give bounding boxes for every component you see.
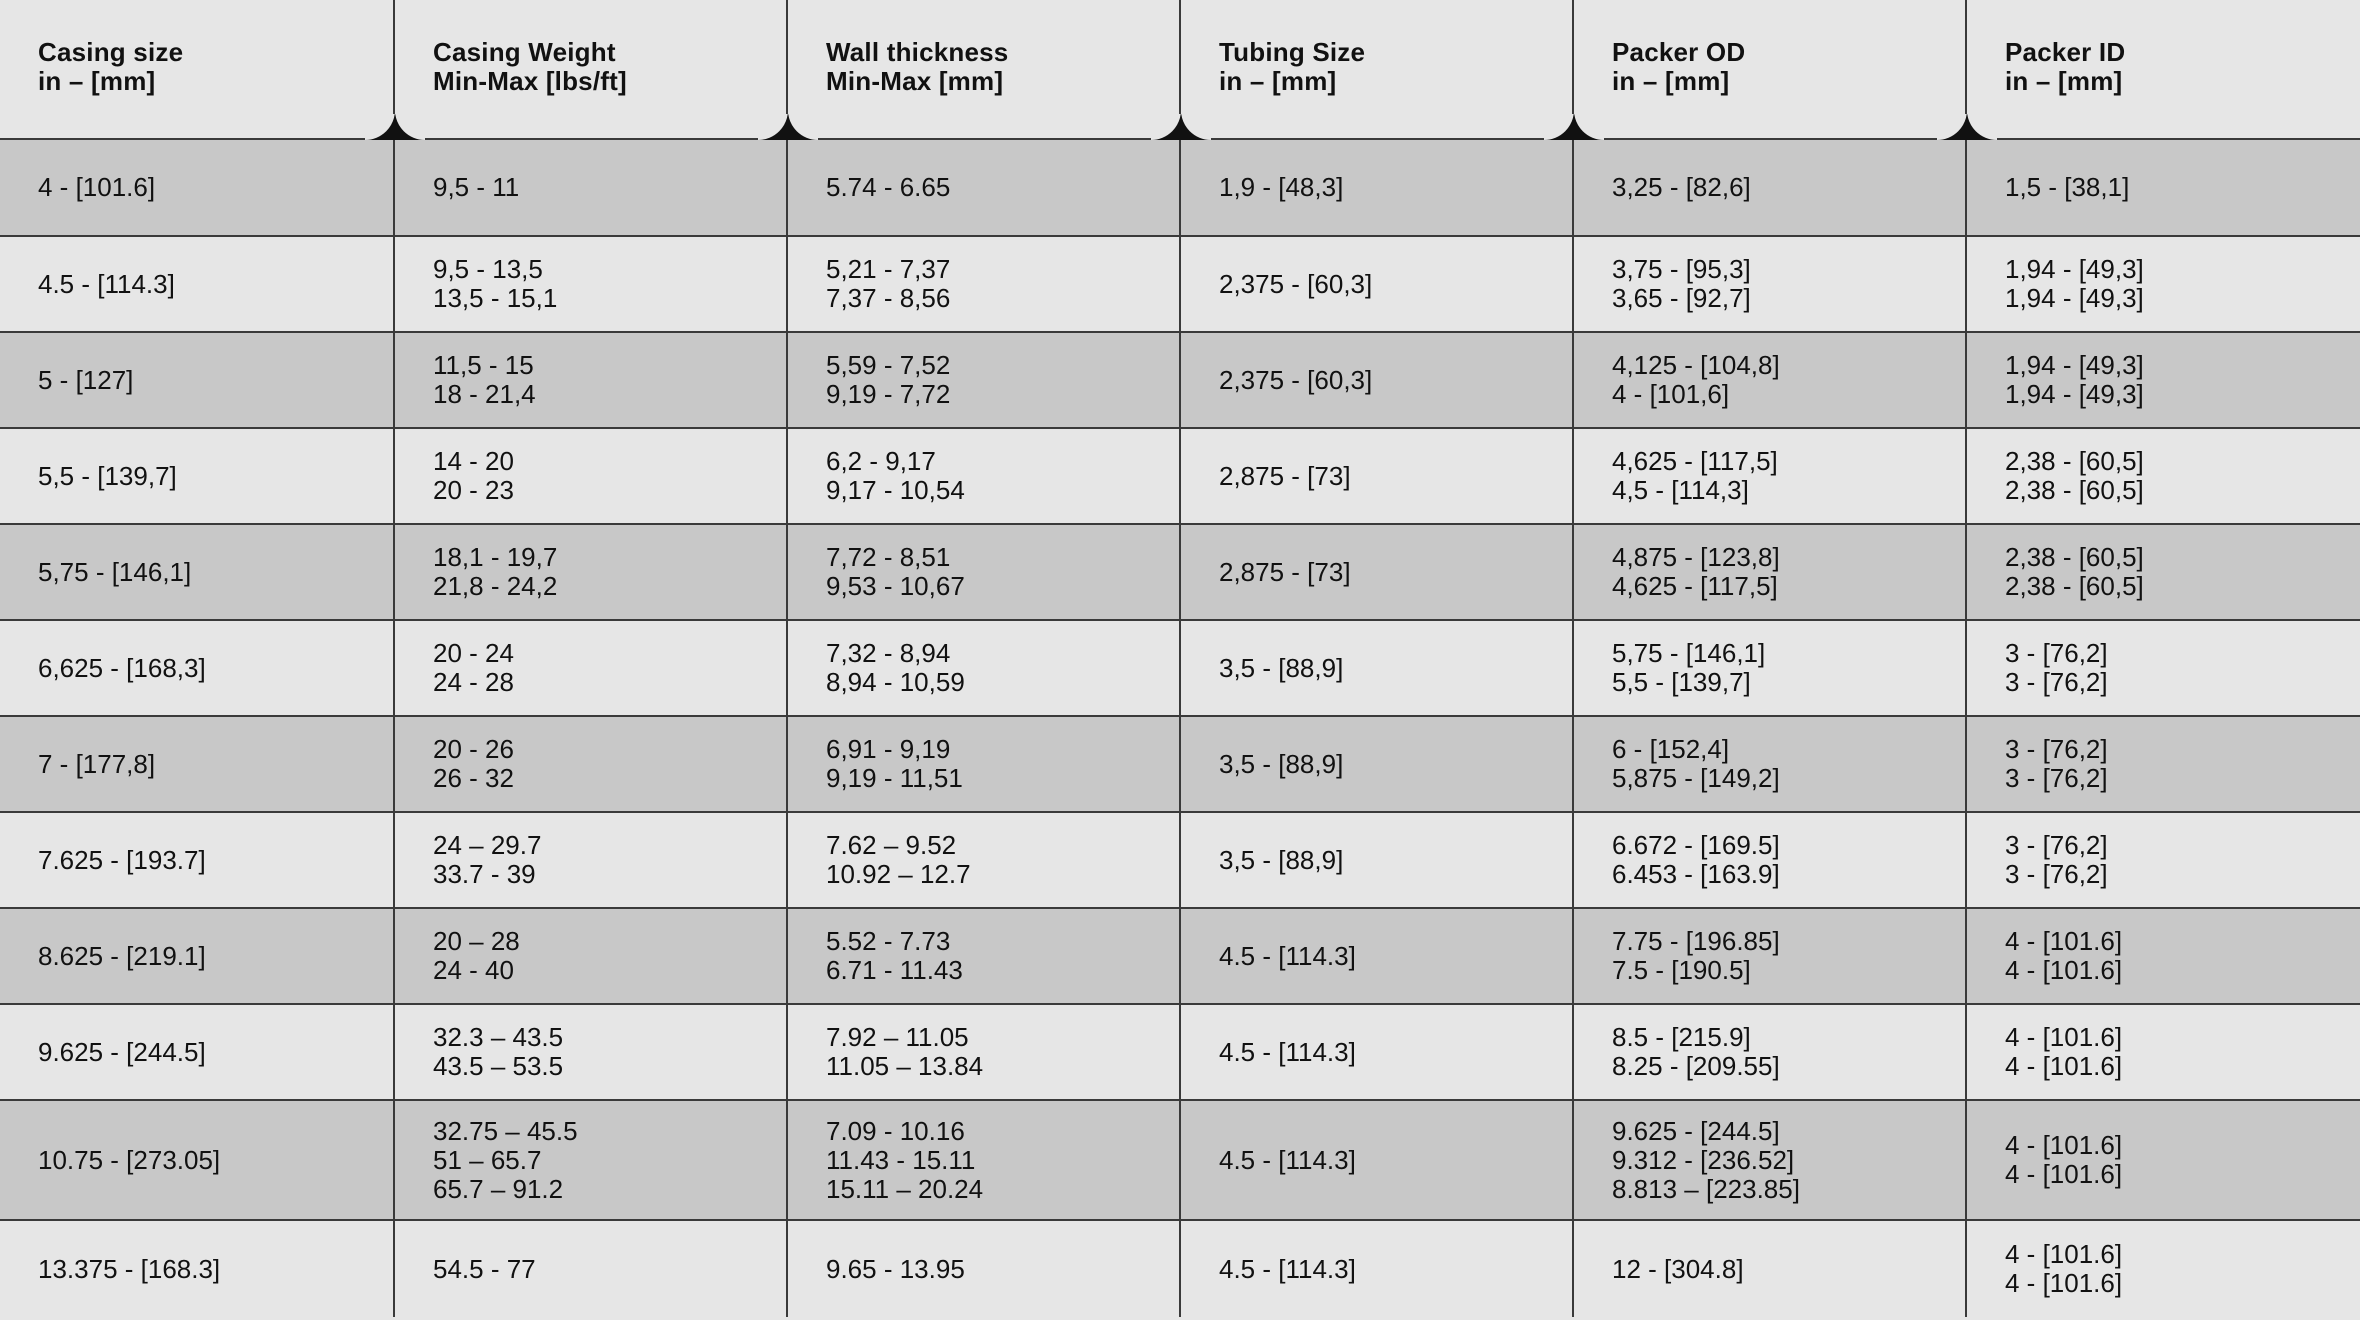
cell-wall-thickness xyxy=(786,813,1179,909)
cell-wall-thickness xyxy=(786,717,1179,813)
cell-wall-thickness-value: 9,53 - 10,67 xyxy=(826,571,965,601)
header-packer-od-line1: Packer OD xyxy=(1612,37,1746,67)
cell-packer-od xyxy=(1572,717,1965,813)
cell-tubing-size-value: 3,5 - [88,9] xyxy=(1219,748,1344,779)
cell-packer-od xyxy=(1572,813,1965,909)
cell-casing-size xyxy=(0,1005,393,1101)
cell-tubing-size-value: 2,875 - [73] xyxy=(1219,556,1351,587)
header-casing-weight xyxy=(393,0,786,140)
cell-packer-id-value: 1,5 - [38,1] xyxy=(2005,172,2130,202)
cell-tubing-size xyxy=(1179,717,1572,813)
cell-tubing-size xyxy=(1179,1221,1572,1317)
header-divider-notch xyxy=(1151,114,1211,140)
cell-packer-id-value: 3 - [76,2] xyxy=(2005,638,2108,668)
cell-casing-weight xyxy=(393,237,786,333)
cell-packer-od xyxy=(1572,525,1965,621)
cell-packer-od-value: 4,5 - [114,3] xyxy=(1612,475,1749,505)
cell-wall-thickness-value: 6,91 - 9,19 xyxy=(826,734,951,764)
cell-packer-id xyxy=(1965,140,2360,237)
cell-packer-od-value: 6.453 - [163.9] xyxy=(1612,859,1780,889)
cell-casing-weight-value: 32.3 – 43.5 xyxy=(433,1022,564,1052)
cell-casing-size xyxy=(0,140,393,237)
cell-casing-size-value: 5 - [127] xyxy=(38,364,134,395)
cell-tubing-size-value: 2,375 - [60,3] xyxy=(1219,268,1373,299)
cell-packer-od-value: 5,75 - [146,1] xyxy=(1612,638,1766,668)
cell-tubing-size xyxy=(1179,429,1572,525)
cell-tubing-size-value: 4.5 - [114.3] xyxy=(1219,1144,1356,1175)
cell-packer-od-value: 4,125 - [104,8] xyxy=(1612,350,1780,380)
header-divider-notch xyxy=(1937,114,1997,140)
cell-wall-thickness-value: 5,21 - 7,37 xyxy=(826,254,951,284)
cell-tubing-size xyxy=(1179,909,1572,1005)
cell-wall-thickness xyxy=(786,909,1179,1005)
cell-casing-size-value: 6,625 - [168,3] xyxy=(38,652,206,683)
cell-wall-thickness-value: 11.43 - 15.11 xyxy=(826,1144,976,1175)
cell-casing-weight xyxy=(393,140,786,237)
cell-packer-id-value: 2,38 - [60,5] xyxy=(2005,446,2144,476)
cell-wall-thickness-value: 9,17 - 10,54 xyxy=(826,475,965,505)
header-tubing-size-line2: in – [mm] xyxy=(1219,66,1337,96)
header-casing-weight-line2: Min-Max [lbs/ft] xyxy=(433,66,627,96)
cell-packer-od-value: 6 - [152,4] xyxy=(1612,734,1730,764)
cell-packer-id-value: 4 - [101.6] xyxy=(2005,1268,2123,1298)
cell-casing-weight-value: 32.75 – 45.5 xyxy=(433,1115,578,1146)
cell-packer-od-value: 9.312 - [236.52] xyxy=(1612,1144,1795,1175)
cell-packer-id-value: 2,38 - [60,5] xyxy=(2005,542,2144,572)
cell-casing-size xyxy=(0,429,393,525)
cell-casing-size-value: 4.5 - [114.3] xyxy=(38,268,175,299)
header-tubing-size-line1: Tubing Size xyxy=(1219,37,1366,67)
cell-packer-id-value: 1,94 - [49,3] xyxy=(2005,283,2144,313)
cell-casing-size xyxy=(0,621,393,717)
cell-tubing-size-value: 4.5 - [114.3] xyxy=(1219,1036,1356,1067)
cell-packer-od xyxy=(1572,429,1965,525)
cell-wall-thickness-value: 9,19 - 7,72 xyxy=(826,379,951,409)
cell-packer-od-value: 8.5 - [215.9] xyxy=(1612,1022,1751,1052)
cell-casing-size xyxy=(0,717,393,813)
cell-wall-thickness-value: 7,72 - 8,51 xyxy=(826,542,951,572)
cell-wall-thickness-value: 7,32 - 8,94 xyxy=(826,638,951,668)
header-packer-id-line1: Packer ID xyxy=(2005,37,2126,67)
cell-casing-weight xyxy=(393,1005,786,1101)
cell-packer-od-value: 3,25 - [82,6] xyxy=(1612,172,1751,202)
cell-casing-size-value: 5,75 - [146,1] xyxy=(38,556,192,587)
cell-wall-thickness-value: 5,59 - 7,52 xyxy=(826,350,951,380)
cell-packer-id-value: 4 - [101.6] xyxy=(2005,926,2123,956)
header-tubing-size xyxy=(1179,0,1572,140)
cell-tubing-size xyxy=(1179,140,1572,237)
cell-casing-weight-value: 20 - 24 xyxy=(433,638,514,668)
cell-packer-id-value: 3 - [76,2] xyxy=(2005,734,2108,764)
cell-packer-id xyxy=(1965,813,2360,909)
cell-packer-od-value: 3,75 - [95,3] xyxy=(1612,254,1751,284)
header-casing-weight-line1: Casing Weight xyxy=(433,37,616,67)
cell-casing-size-value: 13.375 - [168.3] xyxy=(38,1253,221,1284)
cell-casing-weight-value: 21,8 - 24,2 xyxy=(433,571,558,601)
cell-packer-id-value: 4 - [101.6] xyxy=(2005,1022,2123,1052)
cell-wall-thickness-value: 6.71 - 11.43 xyxy=(826,955,963,985)
cell-casing-weight-value: 54.5 - 77 xyxy=(433,1253,536,1284)
cell-wall-thickness-value: 5.74 - 6.65 xyxy=(826,172,951,202)
cell-packer-od xyxy=(1572,140,1965,237)
cell-tubing-size-value: 4.5 - [114.3] xyxy=(1219,940,1356,971)
cell-tubing-size-value: 1,9 - [48,3] xyxy=(1219,172,1344,202)
cell-casing-size-value: 8.625 - [219.1] xyxy=(38,940,206,971)
cell-casing-weight xyxy=(393,1221,786,1317)
cell-packer-id-value: 4 - [101.6] xyxy=(2005,1130,2123,1160)
cell-packer-od-value: 12 - [304.8] xyxy=(1612,1253,1744,1284)
cell-casing-weight-value: 20 - 26 xyxy=(433,734,514,764)
cell-casing-weight-value: 20 - 23 xyxy=(433,475,514,505)
cell-wall-thickness-value: 15.11 – 20.24 xyxy=(826,1173,984,1204)
cell-packer-id xyxy=(1965,621,2360,717)
cell-casing-size-value: 7 - [177,8] xyxy=(38,748,156,779)
cell-packer-od-value: 4,875 - [123,8] xyxy=(1612,542,1780,572)
cell-tubing-size-value: 3,5 - [88,9] xyxy=(1219,652,1344,683)
header-wall-thickness-line2: Min-Max [mm] xyxy=(826,66,1004,96)
cell-tubing-size xyxy=(1179,1101,1572,1221)
cell-casing-size xyxy=(0,813,393,909)
cell-wall-thickness xyxy=(786,1005,1179,1101)
cell-casing-weight-value: 18 - 21,4 xyxy=(433,379,536,409)
cell-casing-weight-value: 14 - 20 xyxy=(433,446,514,476)
cell-packer-od-value: 7.5 - [190.5] xyxy=(1612,955,1751,985)
cell-tubing-size-value: 4.5 - [114.3] xyxy=(1219,1253,1356,1284)
cell-casing-weight-value: 9,5 - 13,5 xyxy=(433,254,543,284)
cell-casing-weight xyxy=(393,621,786,717)
cell-wall-thickness-value: 6,2 - 9,17 xyxy=(826,446,936,476)
cell-wall-thickness-value: 9.65 - 13.95 xyxy=(826,1253,965,1284)
header-packer-id-line2: in – [mm] xyxy=(2005,66,2123,96)
cell-casing-weight-value: 24 – 29.7 xyxy=(433,830,542,860)
cell-tubing-size xyxy=(1179,525,1572,621)
cell-casing-weight xyxy=(393,813,786,909)
cell-casing-weight-value: 20 – 28 xyxy=(433,926,520,956)
cell-packer-id-value: 2,38 - [60,5] xyxy=(2005,571,2144,601)
cell-casing-weight xyxy=(393,525,786,621)
cell-wall-thickness xyxy=(786,1221,1179,1317)
cell-packer-id xyxy=(1965,1005,2360,1101)
cell-packer-id-value: 1,94 - [49,3] xyxy=(2005,379,2144,409)
cell-packer-od-value: 6.672 - [169.5] xyxy=(1612,830,1780,860)
header-packer-od xyxy=(1572,0,1965,140)
cell-casing-weight xyxy=(393,909,786,1005)
header-wall-thickness-line1: Wall thickness xyxy=(826,37,1009,67)
header-packer-id xyxy=(1965,0,2360,140)
cell-tubing-size xyxy=(1179,1005,1572,1101)
cell-wall-thickness-value: 9,19 - 11,51 xyxy=(826,763,963,793)
cell-casing-size xyxy=(0,1221,393,1317)
cell-packer-id xyxy=(1965,1101,2360,1221)
cell-wall-thickness xyxy=(786,621,1179,717)
cell-packer-id-value: 4 - [101.6] xyxy=(2005,955,2123,985)
cell-casing-weight-value: 24 - 28 xyxy=(433,667,514,697)
cell-packer-od-value: 4,625 - [117,5] xyxy=(1612,446,1778,476)
cell-casing-weight-value: 11,5 - 15 xyxy=(433,350,534,380)
cell-casing-size-value: 4 - [101.6] xyxy=(38,172,156,202)
cell-packer-id-value: 3 - [76,2] xyxy=(2005,859,2108,889)
cell-casing-weight xyxy=(393,717,786,813)
cell-packer-od xyxy=(1572,1005,1965,1101)
header-wall-thickness xyxy=(786,0,1179,140)
cell-wall-thickness-value: 10.92 – 12.7 xyxy=(826,859,971,889)
cell-tubing-size xyxy=(1179,813,1572,909)
cell-packer-od-value: 7.75 - [196.85] xyxy=(1612,926,1780,956)
cell-casing-size-value: 7.625 - [193.7] xyxy=(38,844,206,875)
cell-wall-thickness-value: 7,37 - 8,56 xyxy=(826,283,951,313)
header-divider-notch xyxy=(365,114,425,140)
cell-casing-weight-value: 13,5 - 15,1 xyxy=(433,283,558,313)
cell-packer-od-value: 8.813 – [223.85] xyxy=(1612,1173,1800,1204)
cell-wall-thickness xyxy=(786,237,1179,333)
cell-packer-id-value: 4 - [101.6] xyxy=(2005,1051,2123,1081)
cell-packer-od-value: 5,5 - [139,7] xyxy=(1612,667,1751,697)
cell-tubing-size-value: 2,875 - [73] xyxy=(1219,460,1351,491)
cell-tubing-size xyxy=(1179,333,1572,429)
cell-wall-thickness xyxy=(786,429,1179,525)
cell-casing-size xyxy=(0,525,393,621)
cell-casing-weight-value: 9,5 - 11 xyxy=(433,172,520,202)
cell-casing-weight-value: 26 - 32 xyxy=(433,763,514,793)
cell-packer-od-value: 3,65 - [92,7] xyxy=(1612,283,1751,313)
cell-packer-id-value: 3 - [76,2] xyxy=(2005,667,2108,697)
cell-packer-od xyxy=(1572,1221,1965,1317)
cell-packer-id xyxy=(1965,333,2360,429)
header-packer-od-line2: in – [mm] xyxy=(1612,66,1730,96)
cell-casing-weight xyxy=(393,1101,786,1221)
cell-packer-id-value: 2,38 - [60,5] xyxy=(2005,475,2144,505)
cell-packer-od xyxy=(1572,621,1965,717)
cell-packer-od xyxy=(1572,909,1965,1005)
cell-casing-size-value: 10.75 - [273.05] xyxy=(38,1144,221,1175)
cell-casing-size-value: 5,5 - [139,7] xyxy=(38,460,177,491)
cell-tubing-size-value: 3,5 - [88,9] xyxy=(1219,844,1344,875)
cell-casing-size xyxy=(0,237,393,333)
cell-wall-thickness xyxy=(786,1101,1179,1221)
cell-casing-weight-value: 43.5 – 53.5 xyxy=(433,1051,564,1081)
cell-tubing-size xyxy=(1179,621,1572,717)
cell-wall-thickness-value: 7.92 – 11.05 xyxy=(826,1022,969,1052)
cell-packer-id-value: 4 - [101.6] xyxy=(2005,1159,2123,1189)
header-casing-size-line1: Casing size xyxy=(38,37,184,67)
cell-packer-id xyxy=(1965,909,2360,1005)
cell-casing-weight-value: 65.7 – 91.2 xyxy=(433,1173,564,1204)
header-divider-notch xyxy=(758,114,818,140)
cell-packer-id xyxy=(1965,717,2360,813)
cell-wall-thickness-value: 7.09 - 10.16 xyxy=(826,1115,965,1146)
cell-casing-size xyxy=(0,1101,393,1221)
cell-packer-id xyxy=(1965,237,2360,333)
cell-packer-od xyxy=(1572,237,1965,333)
cell-casing-weight-value: 51 – 65.7 xyxy=(433,1144,542,1175)
header-divider-notch xyxy=(1544,114,1604,140)
cell-packer-id-value: 1,94 - [49,3] xyxy=(2005,350,2144,380)
cell-packer-id xyxy=(1965,429,2360,525)
cell-packer-od-value: 5,875 - [149,2] xyxy=(1612,763,1780,793)
header-casing-size-line2: in – [mm] xyxy=(38,66,156,96)
cell-packer-od-value: 4 - [101,6] xyxy=(1612,379,1730,409)
cell-wall-thickness xyxy=(786,140,1179,237)
cell-casing-weight-value: 33.7 - 39 xyxy=(433,859,536,889)
cell-wall-thickness-value: 7.62 – 9.52 xyxy=(826,830,957,860)
cell-packer-od-value: 9.625 - [244.5] xyxy=(1612,1115,1780,1146)
cell-packer-od-value: 8.25 - [209.55] xyxy=(1612,1051,1780,1081)
cell-wall-thickness-value: 5.52 - 7.73 xyxy=(826,926,951,956)
cell-packer-id-value: 1,94 - [49,3] xyxy=(2005,254,2144,284)
cell-packer-od xyxy=(1572,1101,1965,1221)
cell-casing-size xyxy=(0,909,393,1005)
cell-casing-weight-value: 24 - 40 xyxy=(433,955,514,985)
cell-packer-od-value: 4,625 - [117,5] xyxy=(1612,571,1778,601)
cell-wall-thickness xyxy=(786,525,1179,621)
cell-wall-thickness-value: 11.05 – 13.84 xyxy=(826,1051,984,1081)
cell-packer-id xyxy=(1965,525,2360,621)
cell-casing-weight xyxy=(393,333,786,429)
cell-casing-weight-value: 18,1 - 19,7 xyxy=(433,542,558,572)
cell-wall-thickness xyxy=(786,333,1179,429)
cell-packer-id xyxy=(1965,1221,2360,1317)
cell-wall-thickness-value: 8,94 - 10,59 xyxy=(826,667,965,697)
cell-tubing-size xyxy=(1179,237,1572,333)
cell-casing-weight xyxy=(393,429,786,525)
cell-casing-size-value: 9.625 - [244.5] xyxy=(38,1036,206,1067)
cell-packer-od xyxy=(1572,333,1965,429)
header-casing-size xyxy=(0,0,393,140)
cell-tubing-size-value: 2,375 - [60,3] xyxy=(1219,364,1373,395)
cell-packer-id-value: 3 - [76,2] xyxy=(2005,763,2108,793)
cell-packer-id-value: 3 - [76,2] xyxy=(2005,830,2108,860)
cell-casing-size xyxy=(0,333,393,429)
cell-packer-id-value: 4 - [101.6] xyxy=(2005,1239,2123,1269)
